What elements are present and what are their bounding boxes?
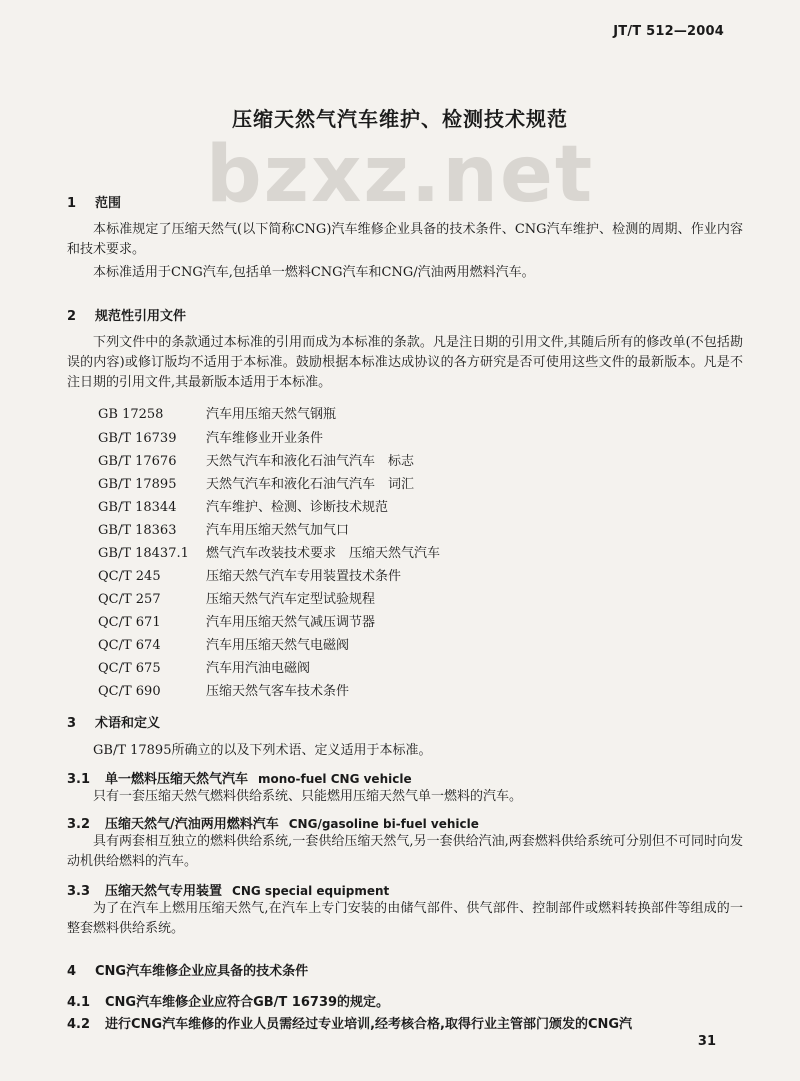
section-1-paragraph-2: 本标准适用于CNG汽车,包括单一燃料CNG汽车和CNG/汽油两用燃料汽车。 <box>93 265 535 280</box>
term-title: 压缩天然气专用装置 <box>105 884 223 899</box>
section-2-paragraph-1: 下列文件中的条款通过本标准的引用而成为本标准的条款。凡是注日期的引用文件,其随后所有的修改单(不包括勘误的内容)或修订版均不适用于本标准。鼓励根据本标准达成协议的各方研究是否可使用这些文件的最新版本。凡是不注日期的引用文件,其最新版本适用于本标准。 <box>67 335 743 390</box>
reference-name: 汽车用压缩天然气钢瓶 <box>206 407 337 422</box>
clause-text: 进行CNG汽车维修的作业人员需经过专业培训,经考核合格,取得行业主管部门颁发的CNG汽 <box>105 1017 633 1032</box>
reference-item <box>98 542 440 561</box>
reference-name: 汽车维修业开业条件 <box>206 431 324 446</box>
section-number: 3 <box>67 716 77 731</box>
section-number: 2 <box>67 309 77 324</box>
term-3-1-definition: 只有一套压缩天然气燃料供给系统、只能燃用压缩天然气单一燃料的汽车。 <box>93 789 523 804</box>
reference-item <box>98 588 375 607</box>
reference-item <box>98 403 336 422</box>
section-3-heading <box>67 712 160 731</box>
reference-code: QC/T 675 <box>98 661 161 676</box>
watermark-text: bzxz.net <box>205 130 595 220</box>
section-title: 规范性引用文件 <box>95 309 187 324</box>
term-3-3-definition: 为了在汽车上燃用压缩天然气,在汽车上专门安装的由储气部件、供气部件、控制部件或燃料转换部件等组成的一整套燃料供给系统。 <box>67 901 743 936</box>
reference-code: QC/T 245 <box>98 569 161 584</box>
reference-name: 压缩天然气客车技术条件 <box>206 684 350 699</box>
reference-name: 汽车用压缩天然气加气口 <box>206 523 350 538</box>
reference-item <box>98 634 349 653</box>
reference-code: QC/T 671 <box>98 615 161 630</box>
reference-code: QC/T 690 <box>98 684 161 699</box>
section-1-heading <box>67 192 121 211</box>
clause-number: 3.1 <box>67 772 91 787</box>
reference-name: 天然气汽车和液化石油气汽车 标志 <box>206 454 415 469</box>
reference-name: 汽车用压缩天然气减压调节器 <box>206 615 376 630</box>
reference-code: GB/T 18363 <box>98 523 177 538</box>
term-3-2-definition: 具有两套相互独立的燃料供给系统,一套供给压缩天然气,另一套供给汽油,两套燃料供给系统可分别但不可同时向发动机供给燃料的汽车。 <box>67 834 743 869</box>
section-title: 范围 <box>95 196 122 211</box>
document-title: 压缩天然气汽车维护、检测技术规范 <box>232 107 568 131</box>
reference-item <box>98 565 401 584</box>
section-number: 1 <box>67 196 77 211</box>
clause-4-2 <box>67 1013 632 1032</box>
reference-item <box>98 657 310 676</box>
reference-code: GB/T 16739 <box>98 431 177 446</box>
reference-name: 天然气汽车和液化石油气汽车 词汇 <box>206 477 415 492</box>
reference-code: GB/T 17895 <box>98 477 177 492</box>
section-3-paragraph-1: GB/T 17895所确立的以及下列术语、定义适用于本标准。 <box>93 743 432 758</box>
term-3-1-heading <box>67 768 412 787</box>
reference-name: 汽车用汽油电磁阀 <box>206 661 311 676</box>
section-title: CNG汽车维修企业应具备的技术条件 <box>95 964 309 979</box>
term-english: mono-fuel CNG vehicle <box>258 772 412 786</box>
term-english: CNG special equipment <box>232 884 390 898</box>
reference-item <box>98 611 375 630</box>
reference-code: GB 17258 <box>98 407 164 422</box>
term-3-3-heading <box>67 880 389 899</box>
reference-item <box>98 519 349 538</box>
reference-item <box>98 680 349 699</box>
reference-name: 压缩天然气汽车定型试验规程 <box>206 592 376 607</box>
reference-item <box>98 473 414 492</box>
term-title: 单一燃料压缩天然气汽车 <box>105 772 249 787</box>
reference-name: 汽车维护、检测、诊断技术规范 <box>206 500 389 515</box>
reference-item <box>98 427 323 446</box>
page-number: 31 <box>697 1034 716 1049</box>
standard-code: JT/T 512—2004 <box>613 24 724 39</box>
section-1-paragraph-1: 本标准规定了压缩天然气(以下简称CNG)汽车维修企业具备的技术条件、CNG汽车维护、检测的周期、作业内容和技术要求。 <box>67 222 743 257</box>
section-title: 术语和定义 <box>95 716 161 731</box>
reference-code: QC/T 257 <box>98 592 161 607</box>
reference-item <box>98 496 388 515</box>
term-title: 压缩天然气/汽油两用燃料汽车 <box>105 817 279 832</box>
section-number: 4 <box>67 964 77 979</box>
reference-code: GB/T 18344 <box>98 500 177 515</box>
clause-4-1 <box>67 991 389 1010</box>
reference-code: GB/T 18437.1 <box>98 546 189 561</box>
term-3-2-heading <box>67 813 479 832</box>
clause-number: 4.2 <box>67 1017 91 1032</box>
reference-item <box>98 450 414 469</box>
clause-number: 3.2 <box>67 817 91 832</box>
reference-name: 压缩天然气汽车专用装置技术条件 <box>206 569 402 584</box>
term-english: CNG/gasoline bi-fuel vehicle <box>288 817 479 831</box>
clause-number: 4.1 <box>67 995 91 1010</box>
clause-text: CNG汽车维修企业应符合GB/T 16739的规定。 <box>105 995 390 1010</box>
reference-name: 燃气汽车改装技术要求 压缩天然气汽车 <box>206 546 441 561</box>
reference-code: QC/T 674 <box>98 638 161 653</box>
reference-name: 汽车用压缩天然气电磁阀 <box>206 638 350 653</box>
reference-code: GB/T 17676 <box>98 454 177 469</box>
section-4-heading <box>67 960 308 979</box>
section-2-heading <box>67 305 186 324</box>
clause-number: 3.3 <box>67 884 91 899</box>
